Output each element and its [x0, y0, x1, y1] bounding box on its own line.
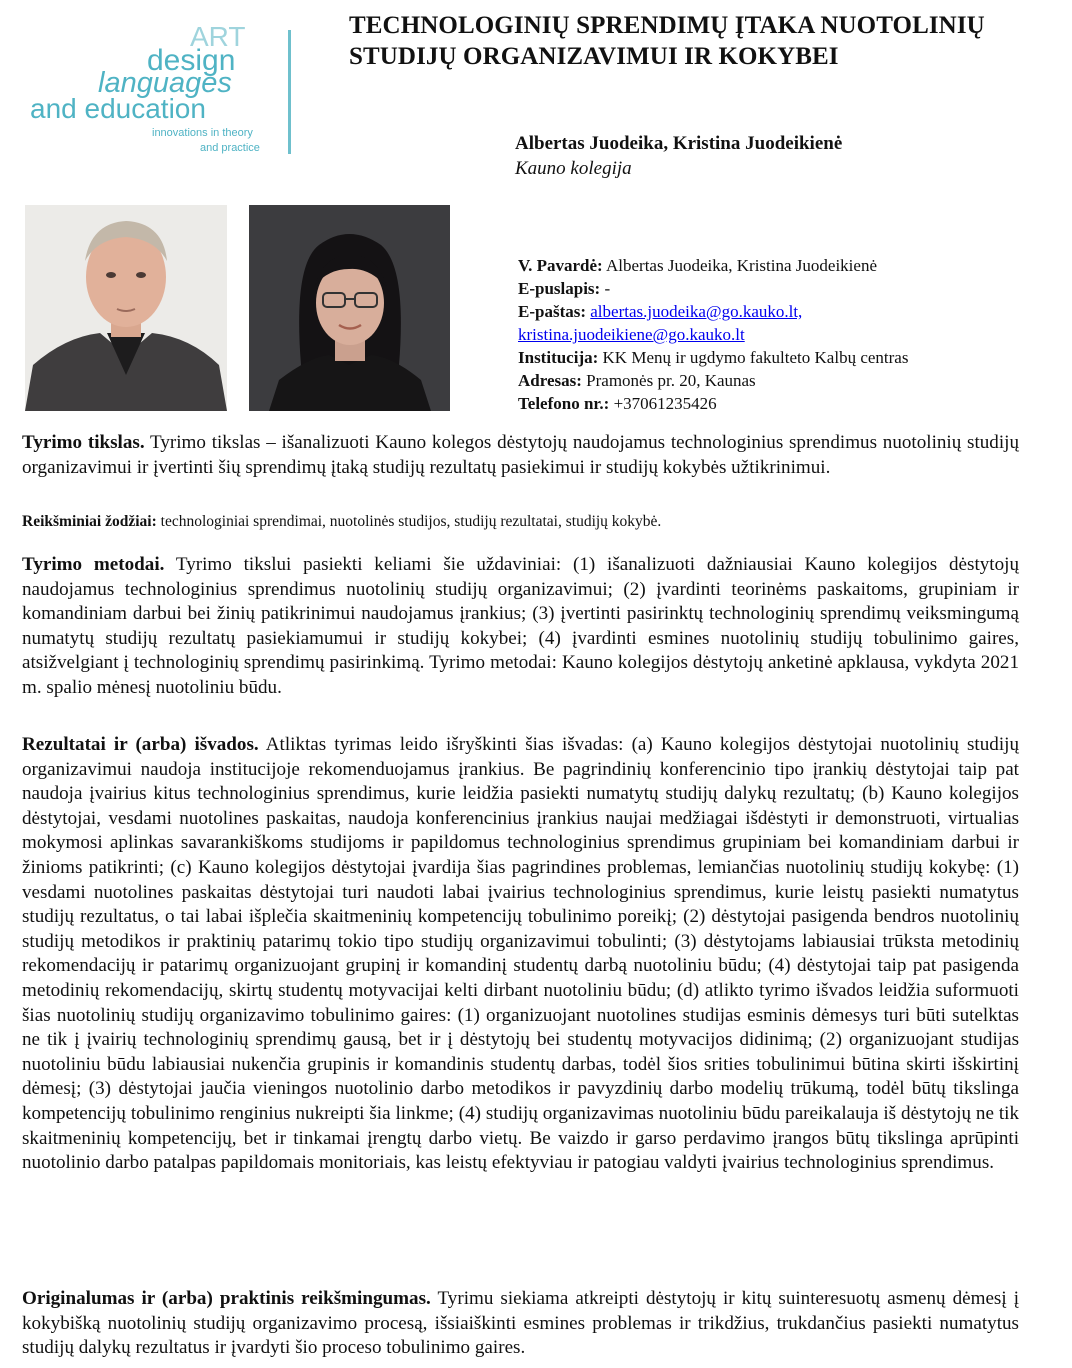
methods-heading: Tyrimo metodai.: [22, 554, 165, 575]
info-phone-row: [518, 392, 908, 415]
keywords-text: technologiniai sprendimai, nuotolinės studijos, studijų rezultatai, studijų kokybė.: [160, 513, 662, 530]
logo-and-education: and education: [30, 93, 206, 124]
logo-tagline-1: innovations in theory: [152, 127, 253, 139]
results-paragraph: [22, 733, 1019, 1176]
keywords-label: Reikšminiai žodžiai:: [22, 513, 157, 530]
journal-logo: [30, 24, 292, 164]
originality-text: Tyrimu siekiama atkreipti dėstytojų ir kitų suinteresuotų asmenų dėmesį į kokybišką nuotolinių studijų organizavimo procesą, išsiaiškinti esmines problemas ir trikdžius, trukdančius pasiekti numatytus studijų dalykų rezultatus ir įvardyti šio proceso tobulinimo gaires.: [22, 1288, 1019, 1359]
info-email-row: [518, 300, 908, 323]
email-link-albertas[interactable]: albertas.juodeika@go.kauko.lt,: [590, 302, 803, 321]
aim-heading: Tyrimo tikslas.: [22, 432, 145, 453]
logo-design: design: [147, 44, 236, 77]
originality-paragraph: [22, 1287, 1019, 1361]
authors: Albertas Juodeika, Kristina Juodeikienė: [515, 133, 843, 154]
info-email-label: E-paštas:: [518, 302, 587, 321]
author-photo-albertas: [25, 205, 227, 411]
info-inst-row: [518, 346, 908, 369]
logo-graphic: [30, 24, 292, 164]
info-addr-label: Adresas:: [518, 371, 582, 390]
logo-tagline-2: and practice: [200, 142, 260, 154]
aim-paragraph: [22, 431, 1019, 480]
info-email-row-2: [518, 323, 908, 346]
info-name-row: [518, 254, 908, 277]
author-info: [518, 254, 908, 415]
info-phone-value: +37061235426: [613, 394, 717, 413]
results-heading: Rezultatai ir (arba) išvados.: [22, 734, 259, 755]
originality-heading: Originalumas ir (arba) praktinis reikšmingumas.: [22, 1288, 431, 1309]
info-inst-value: KK Menų ir ugdymo fakulteto Kalbų centras: [602, 348, 909, 367]
logo-divider: [288, 30, 291, 154]
info-addr-value: Pramonės pr. 20, Kaunas: [586, 371, 756, 390]
info-name-label: V. Pavardė:: [518, 256, 603, 275]
portrait-woman: [249, 205, 450, 411]
email-link-kristina[interactable]: kristina.juodeikiene@go.kauko.lt: [518, 325, 745, 344]
info-name-value: Albertas Juodeika, Kristina Juodeikienė: [606, 256, 877, 275]
methods-text: Tyrimo tikslui pasiekti keliami šie uždaviniai: (1) išanalizuoti dažniausiai Kauno kolegijos dėstytojų naudojamus technologinius sprendimus nuotolinių studijų organizavimui; (2) įvardinti teorinėms paskaitoms, grupiniam ir komandiniam darbui bei žinių patikrinimui naudojamus įrankius; (3) įvertinti pasirinktų technologinių sprendimų veiksmingumą numatytų studijų rezultatų pasiekiamumui ir studijų kokybei; (4) įvardinti esmines nuotolinių studijų tobulinimo gaires, atsižvelgiant į technologinių sprendimų pasirinkimą. Tyrimo metodai: Kauno kolegijos dėstytojų anketinė apklausa, vykdyta 2021 m. spalio mėnesį nuotoliniu būdu.: [22, 554, 1020, 698]
author-photo-kristina: [249, 205, 450, 411]
paper-title: TECHNOLOGINIŲ SPRENDIMŲ ĮTAKA NUOTOLINIŲ STUDIJŲ ORGANIZAVIMUI IR KOKYBEI: [349, 12, 985, 70]
affiliation: Kauno kolegija: [515, 158, 632, 179]
keywords-line: [22, 512, 1022, 532]
info-inst-label: Institucija:: [518, 348, 599, 367]
info-addr-row: [518, 369, 908, 392]
info-web-row: [518, 277, 908, 300]
logo-art: ART: [190, 24, 246, 52]
info-web-value: -: [604, 279, 611, 298]
info-web-label: E-puslapis:: [518, 279, 601, 298]
portrait-man: [25, 205, 227, 411]
logo-languages: languages: [98, 67, 232, 99]
info-phone-label: Telefono nr.:: [518, 394, 610, 413]
aim-text: Tyrimo tikslas – išanalizuoti Kauno kolegos dėstytojų naudojamus technologinius sprendimus nuotolinių studijų organizavimui ir įvertinti šių sprendimų įtaką studijų rezultatų pasiekimui ir studijų kokybės užtikrinimui.: [22, 432, 1020, 478]
results-text: Atliktas tyrimas leido išryškinti šias išvadas: (a) Kauno kolegijos dėstytojai nuotolinių studijų organizavimui naudoja institucijoje rekomenduojamus įrankius. Be pagrindinių konferencinio tipo įrankių dėstytojai taip pat naudoja įvairius kitus technologinius sprendimus, kurie leidžia pasiekti numatytų studijų dalykų rezultatų; (b) Kauno kolegijos dėstytojai, vesdami nuotolines paskaitas, naudoja konferencinius įrankius naujai medžiagai išdėstyti ir demonstruoti, virtualias mokymosi aplinkas savarankiškoms studijoms ir papildomus technologinius sprendimus grupiniam bei komandiniam darbui ir žinioms patikrinti; (c) Kauno kolegijos dėstytojai įvardija šias pagrindines problemas, lemiančias nuotolinių studijų kokybę: (1) vesdami nuotolines paskaitas dėstytojai turi naudoti labai įvairius technologinius sprendimus, kurie leistų pasiekti numatytus studijų rezultatus, o tai labai išplečia skaitmeninių kompetencijų tobulinimo poreikį; (2) dėstytojai pasigenda bendros nuotolinių studijų metodikos ir praktinių patarimų tokio tipo studijų organizavimui tobulinti; (3) dėstytojams labiausiai trūksta metodinių rekomendacijų ir patarimų organizuojant grupinį ir komandinį studentų darbą nuotoliniu būdu; (4) dėstytojai taip pat pasigenda metodinių rekomendacijų, skirtų studentų motyvacijai kelti dirbant nuotoliniu būdu; (d) atlikto tyrimo išvados leidžia suformuoti šias nuotolinių studijų organizavimo tobulinimo gaires: (1) organizuojant nuotolines studijas esminis dėmesys turi būti sutelktas ne tik į įvairių technologinių sprendimų gausą, bet ir į dėstytojų bei studentų motyvacijos didinimą; (2) organizuojant studijas nuotoliniu būdu labiausiai nukenčia grupinis ir komandinis studentų darbas, todėl šios srities tobulinimui būtina skirti išskirtinį dėmesį; (3) dėstytojai jaučia vieningos nuotolinio darbo metodikos ir pavyzdinių darbo modelių trūkumą, todėl būtų tikslinga kompetencijų tobulinimo renginius nukreipti šia linkme; (4) studijų organizavimas nuotoliniu būdu pareikalauja iš dėstytojų ne tik skaitmeninių kompetencijų, bet ir tinkamai įrengtų darbo vietų. Be vaizdo ir garso perdavimo įrangos būtų tikslinga aprūpinti nuotolinio darbo patalpas papildomais monitoriais, kas leistų efektyviau ir patogiau valdyti įvairius technologinius sprendimus.: [22, 734, 1019, 1174]
methods-paragraph: [22, 553, 1019, 701]
